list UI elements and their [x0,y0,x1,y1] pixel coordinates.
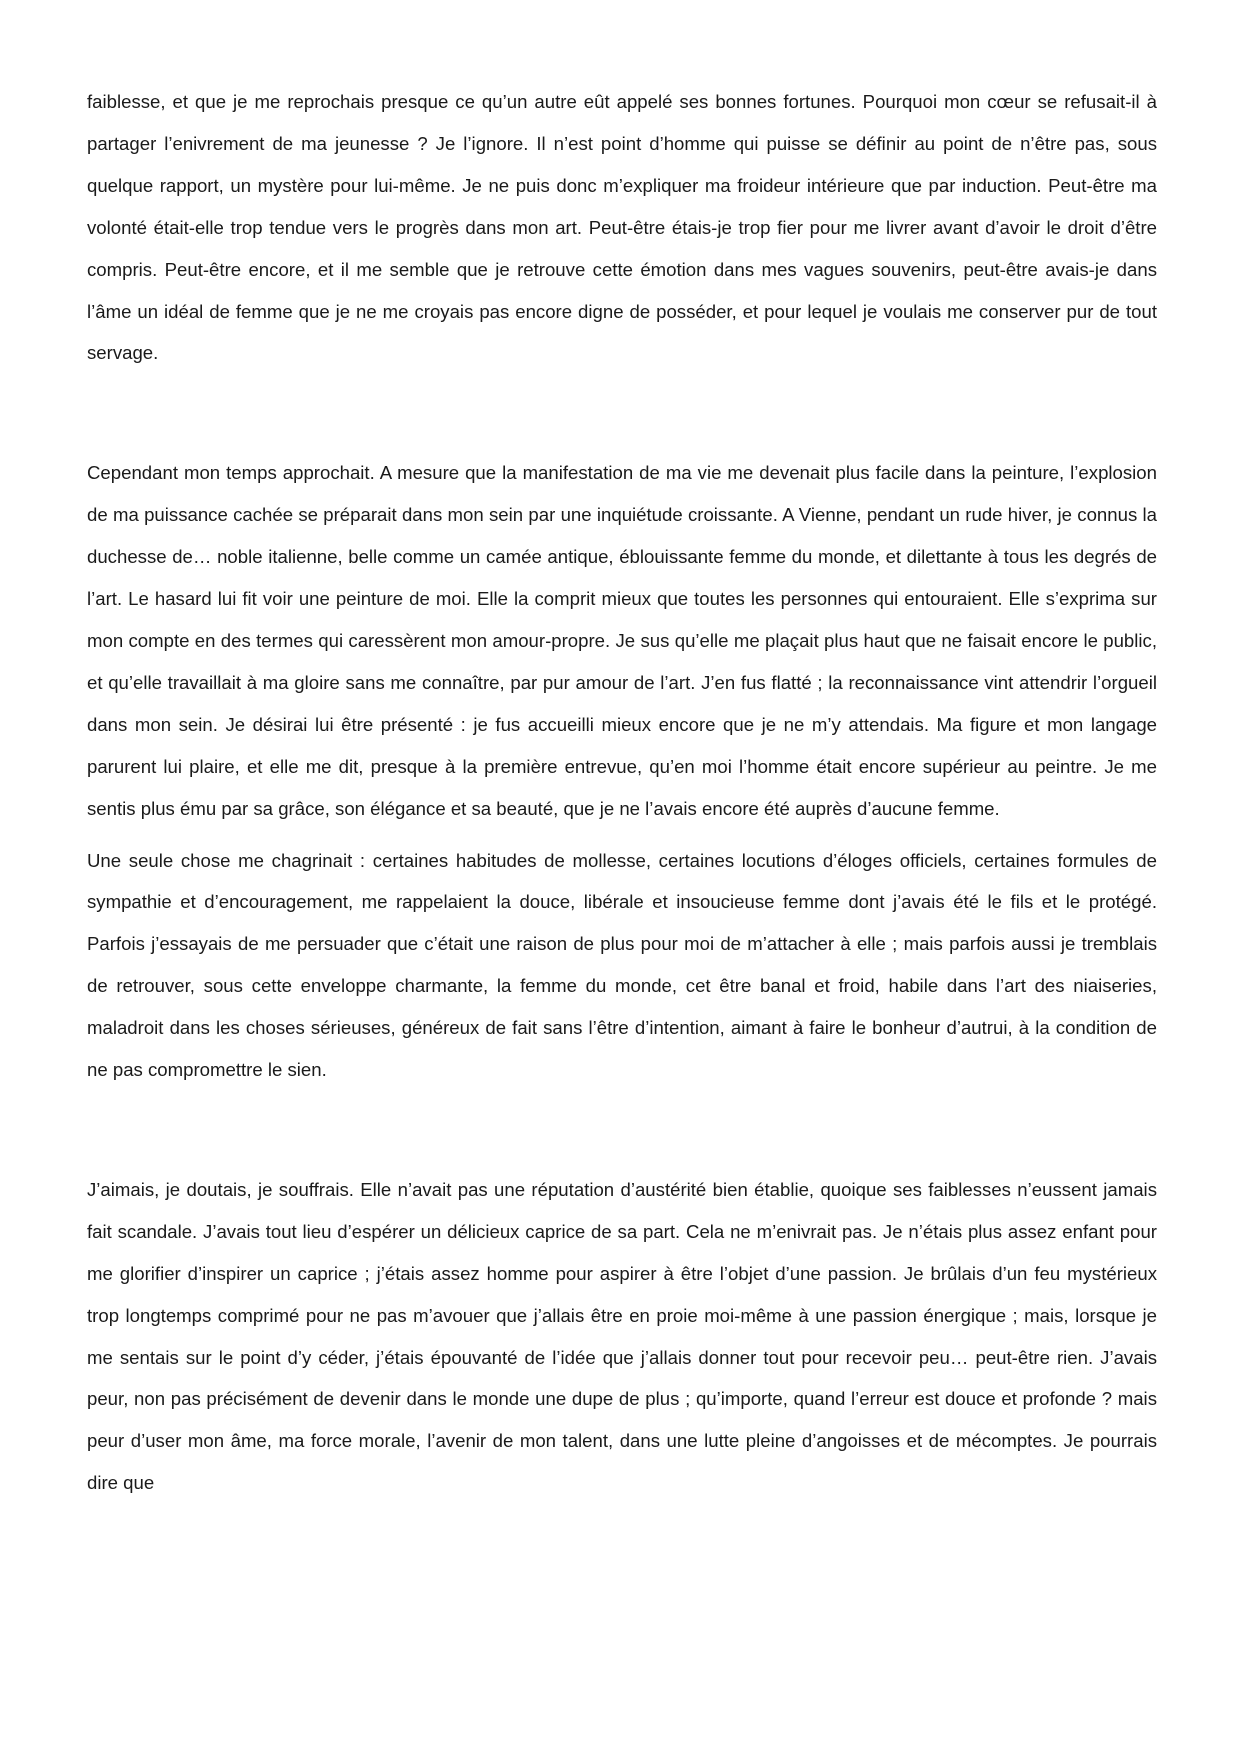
document-page [87,81,1157,1504]
paragraph-2: Cependant mon temps approchait. A mesure que la manifestation de ma vie me devenait plus facile dans la peinture, l’explosion de ma puissance cachée se préparait dans mon sein par une inquiétude croissante. A Vienne, pendant un rude hiver, je connus la duchesse de… noble italienne, belle comme un camée antique, éblouissante femme du monde, et dilettante à tous les degrés de l’art. Le hasard lui fit voir une peinture de moi. Elle la comprit mieux que toutes les personnes qui entouraient. Elle s’exprima sur mon compte en des termes qui caressèrent mon amour-propre. Je sus qu’elle me plaçait plus haut que ne faisait encore le public, et qu’elle travaillait à ma gloire sans me connaître, par pur amour de l’art. J’en fus flatté ; la reconnaissance vint attendrir l’orgueil dans mon sein. Je désirai lui être présenté : je fus accueilli mieux encore que je ne m’y attendais. Ma figure et mon langage parurent lui plaire, et elle me dit, presque à la première entrevue, qu’en moi l’homme était encore supérieur au peintre. Je me sentis plus ému par sa grâce, son élégance et sa beauté, que je ne l’avais encore été auprès d’aucune femme. [87,462,1157,819]
paragraph-4: J’aimais, je doutais, je souffrais. Elle n’avait pas une réputation d’austérité bien établie, quoique ses faiblesses n’eussent jamais fait scandale. J’avais tout lieu d’espérer un délicieux caprice de sa part. Cela ne m’enivrait pas. Je n’étais plus assez enfant pour me glorifier d’inspirer un caprice ; j’étais assez homme pour aspirer à être l’objet d’une passion. Je brûlais d’un feu mystérieux trop longtemps comprimé pour ne pas m’avouer que j’allais être en proie moi-même à une passion énergique ; mais, lorsque je me sentais sur le point d’y céder, j’étais épouvanté de l’idée que j’allais donner tout pour recevoir peu… peut-être rien. J’avais peur, non pas précisément de devenir dans le monde une dupe de plus ; qu’importe, quand l’erreur est douce et profonde ? mais peur d’user mon âme, ma force morale, l’avenir de mon talent, dans une lutte pleine d’angoisses et de mécomptes. Je pourrais dire que [87,1178,1157,1494]
paragraph-1: faiblesse, et que je me reprochais presque ce qu’un autre eût appelé ses bonnes fortunes. Pourquoi mon cœur se refusait-il à partager l’enivrement de ma jeunesse ? Je l’ignore. Il n’est point d’homme qui puisse se définir au point de n’être pas, sous quelque rapport, un mystère pour lui-même. Je ne puis donc m’expliquer ma froideur intérieure que par induction. Peut-être ma volonté était-elle trop tendue vers le progrès dans mon art. Peut-être étais-je trop fier pour me livrer avant d’avoir le droit d’être compris. Peut-être encore, et il me semble que je retrouve cette émotion dans mes vagues souvenirs, peut-être avais-je dans l’âme un idéal de femme que je ne me croyais pas encore digne de posséder, et pour lequel je voulais me conserver pur de tout servage. [87,91,1157,364]
paragraph-3: Une seule chose me chagrinait : certaines habitudes de mollesse, certaines locutions d’éloges officiels, certaines formules de sympathie et d’encouragement, me rappelaient la douce, libérale et insoucieuse femme dont j’avais été le fils et le protégé. Parfois j’essayais de me persuader que c’était une raison de plus pour moi de m’attacher à elle ; mais parfois aussi je tremblais de retrouver, sous cette enveloppe charmante, la femme du monde, cet être banal et froid, habile dans l’art des niaiseries, maladroit dans les choses sérieuses, généreux de fait sans l’être d’intention, aimant à faire le bonheur d’autrui, à la condition de ne pas compromettre le sien. [87,849,1157,1081]
